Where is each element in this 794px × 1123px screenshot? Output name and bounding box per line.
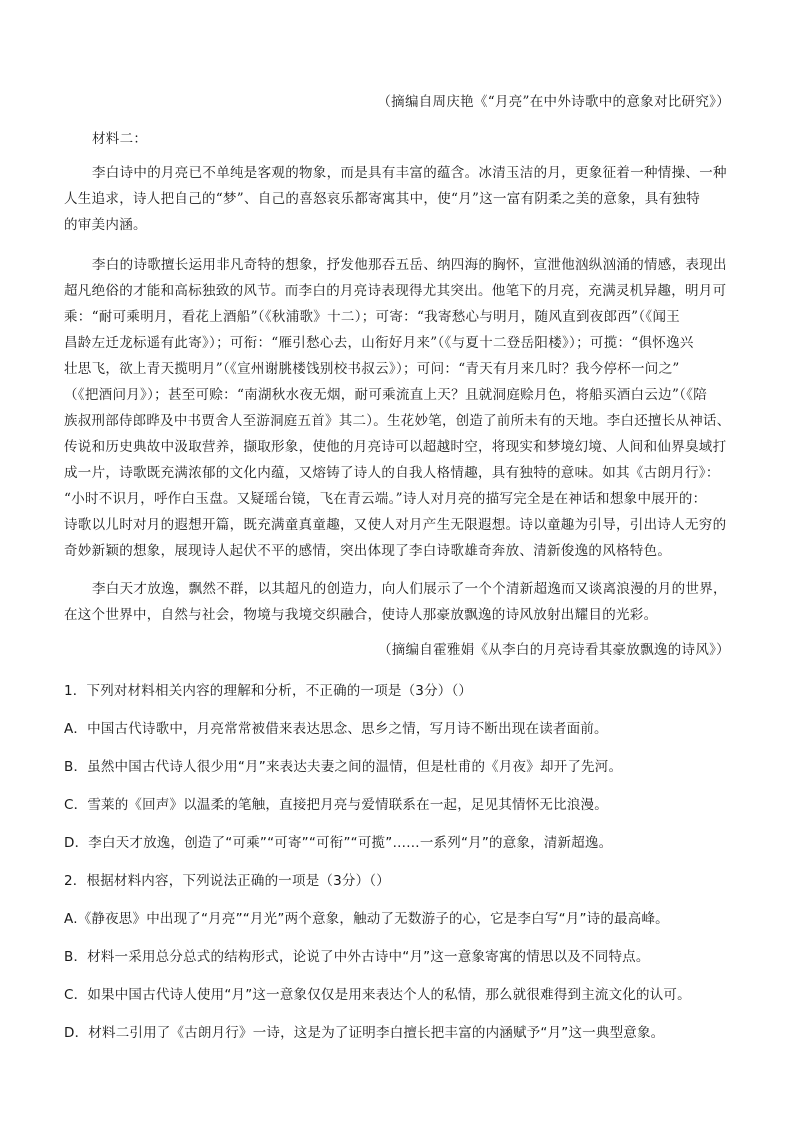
paragraph-line: 人生追求，诗人把自己的“梦”、自己的喜怒哀乐都寄寓其中，使“月”这一富有阴柔之美的意象，具有独特 bbox=[64, 191, 701, 207]
option-d: D．材料二引用了《古朗月行》一诗，这是为了证明李白擅长把丰富的内涵赋予“月”这一典型意象。 bbox=[64, 1025, 665, 1041]
paragraph-line: 奇妙新颖的想象，展现诗人起伏不平的感情，突出体现了李白诗歌雄奇奔放、清新俊逸的风格特色。 bbox=[64, 543, 672, 559]
paragraph-line: 成一片，诗歌既充满浓郁的文化内蕴，又熔铸了诗人的自我人格情趣，具有独特的意味。如其《古朗月行》： bbox=[64, 465, 720, 481]
paragraph-line: “小时不识月，呼作白玉盘。又疑瑶台镜，飞在青云端。”诗人对月亮的描写完全是在神话和想象中展开的： bbox=[64, 491, 707, 507]
paragraph-line: 的审美内涵。 bbox=[64, 217, 147, 233]
question-stem: 1．下列对材料相关内容的理解和分析，不正确的一项是（3分）（） bbox=[64, 683, 473, 699]
source-citation-1: （摘编自周庆艳《“月亮”在中外诗歌中的意象对比研究》） bbox=[377, 94, 730, 110]
paragraph-line: 昌龄左迁龙标遥有此寄》）；可衔：“雁引愁心去，山衔好月来”（《与夏十二登岳阳楼》）；可揽：“俱怀逸兴 bbox=[64, 335, 694, 351]
paragraph-line: 超凡绝俗的才能和高标独致的风节。而李白的月亮诗表现得尤其突出。他笔下的月亮，充满灵机异趣，明月可 bbox=[64, 283, 727, 299]
section-heading-material-2: 材料二： bbox=[92, 131, 148, 147]
source-citation-2: （摘编自霍雅娟《从李白的月亮诗看其豪放飘逸的诗风》） bbox=[377, 642, 730, 658]
paragraph-line: 李白诗中的月亮已不单纯是客观的物象，而是具有丰富的蕴含。冰清玉洁的月，更象征着一种情操、一种 bbox=[92, 165, 727, 181]
paragraph-line: 诗歌以儿时对月的遐想开篇，既充满童真童趣，又使人对月产生无限遐想。诗以童趣为引导，引出诗人无穷的 bbox=[64, 517, 727, 533]
option-a: A．中国古代诗歌中，月亮常常被借来表达思念、思乡之情，写月诗不断出现在读者面前。 bbox=[64, 721, 608, 737]
option-b: B．虽然中国古代诗人很少用“月”来表达夫妻之间的温情，但是杜甫的《月夜》却开了先河。 bbox=[64, 759, 623, 775]
paragraph-line: 李白天才放逸，飘然不群，以其超凡的创造力，向人们展示了一个个清新超逸而又谈离浪漫的月的世界， bbox=[92, 581, 727, 597]
paragraph-line: 传说和历史典故中汲取营养，撷取形象，使他的月亮诗可以超越时空，将现实和梦境幻境、人间和仙界臭域打 bbox=[64, 439, 727, 455]
question-stem: 2．根据材料内容，下列说法正确的一项是（3分）（） bbox=[64, 873, 390, 889]
paragraph-line: 乘：“耐可乘明月，看花上酒船”（《秋浦歌》十二）；可寄：“我寄愁心与明月，随风直到夜郎西”（《闻王 bbox=[64, 309, 681, 325]
paragraph-line: 李白的诗歌擅长运用非凡奇特的想象，抒发他那吞五岳、纳四海的胸怀，宣泄他汹纵汹涌的情感，表现出 bbox=[92, 257, 727, 273]
paragraph-line: 壮思飞，欲上青天揽明月”（《宣州谢朓楼饯别校书叔云》）；可问：“青天有月来几时？我今停杯一问之” bbox=[64, 361, 680, 377]
option-d: D．李白天才放逸，创造了“可乘”“可寄”“可衔”“可揽”……一系列“月”的意象，清新超逸。 bbox=[64, 835, 613, 851]
option-c: C．如果中国古代诗人使用“月”这一意象仅仅是用来表达个人的私情，那么就很难得到主流文化的认可。 bbox=[64, 987, 691, 1003]
option-a: A.《静夜思》中出现了“月亮”“月光”两个意象，触动了无数游子的心，它是李白写“月”诗的最高峰。 bbox=[64, 911, 669, 927]
paragraph-line: 在这个世界中，自然与社会，物境与我境交织融合，使诗人那豪放飘逸的诗风放射出耀目的光彩。 bbox=[64, 607, 658, 623]
paragraph-line: 族叔刑部侍郎晔及中书贾舍人至游洞庭五首》其二）。生花妙笔，创造了前所未有的天地。李白还擅长从神话、 bbox=[64, 413, 731, 429]
option-b: B．材料一采用总分总式的结构形式，论说了中外古诗中“月”这一意象寄寓的情思以及不同特点。 bbox=[64, 949, 650, 965]
option-c: C．雪莱的《回声》以温柔的笔触，直接把月亮与爱情联系在一起，足见其情怀无比浪漫。 bbox=[64, 797, 608, 813]
paragraph-line: （《把酒问月》）；甚至可赊：“南湖秋水夜无烟，耐可乘流直上天？且就洞庭赊月色，将船买酒白云边”（《陪 bbox=[64, 387, 708, 403]
